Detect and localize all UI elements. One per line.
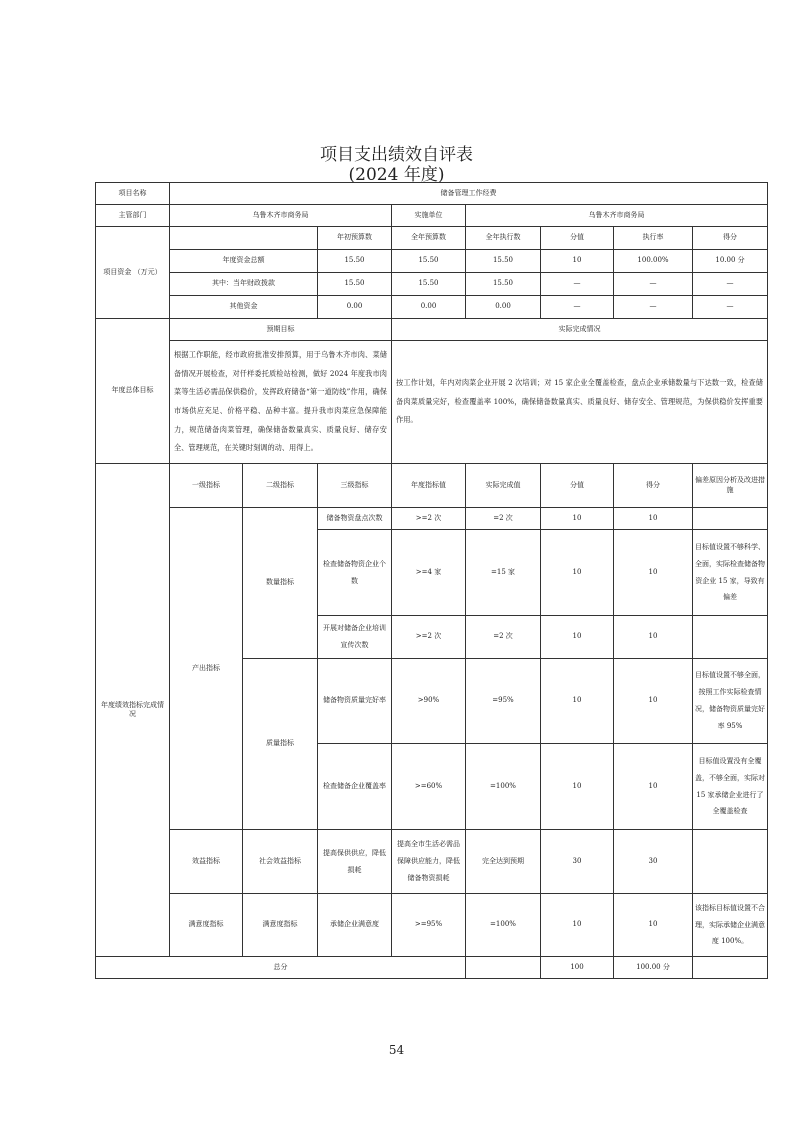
indicator-target: >=4 家 — [392, 530, 466, 616]
funds-cell: — — [541, 296, 614, 319]
indicator-l3: 提高保供供应，降低损耗 — [318, 830, 392, 894]
funds-header: 分值 — [541, 227, 614, 250]
indicator-actual: =15 家 — [466, 530, 541, 616]
indicator-header: 实际完成值 — [466, 464, 541, 508]
indicator-got: 10 — [614, 508, 693, 530]
indicator-score: 30 — [541, 830, 614, 894]
level2-quantity: 数量指标 — [243, 508, 318, 659]
indicator-l3: 检查储备物资企业个数 — [318, 530, 392, 616]
indicator-score: 10 — [541, 508, 614, 530]
indicator-header: 一级指标 — [170, 464, 243, 508]
level1-output: 产出指标 — [170, 508, 243, 830]
indicator-l3: 检查储备企业覆盖率 — [318, 744, 392, 830]
funds-cell: — — [541, 273, 614, 296]
funds-header: 得分 — [693, 227, 768, 250]
expected-goal-header: 预期目标 — [170, 319, 392, 341]
indicator-header: 分值 — [541, 464, 614, 508]
funds-row-label: 年度资金总额 — [170, 250, 318, 273]
indicator-actual: =100% — [466, 744, 541, 830]
indicator-l3: 开展对储备企业培训宣传次数 — [318, 616, 392, 659]
indicator-actual: 完全达到预期 — [466, 830, 541, 894]
funds-cell: 10.00 分 — [693, 250, 768, 273]
indicator-l3: 储备物资质量完好率 — [318, 659, 392, 744]
expected-goal-text: 根据工作职能，经市政府批准安排预算，用于乌鲁木齐市肉、菜储备情况开展检查，对仟样委托质检站检测，做好 2024 年度我市肉菜等生活必需品保供稳价，发挥政府储备“第一道防线”作用，确保市场供应充足、价格平稳、品种丰富。提升我市肉菜应急保障能力，规范储备肉菜管理，确保储备数量真实、质量良好、储存安全、管理规范，在关键时刻调的动、用得上。 — [170, 341, 392, 464]
total-note-blank — [693, 957, 768, 979]
indicator-note: 目标值设置不够全面，按照工作实际检查情况，储备物资质量完好率 95% — [693, 659, 768, 744]
indicator-header: 年度指标值 — [392, 464, 466, 508]
funds-cell: 100.00% — [614, 250, 693, 273]
indicator-score: 10 — [541, 894, 614, 957]
indicator-note: 目标值设置不够科学、全面，实际检查储备物资企业 15 家，导致有偏差 — [693, 530, 768, 616]
project-name: 储备管理工作经费 — [170, 183, 768, 205]
indicator-note — [693, 830, 768, 894]
funds-header-blank — [170, 227, 318, 250]
page-number: 54 — [388, 1043, 405, 1057]
funds-cell: — — [693, 296, 768, 319]
funds-cell: 15.50 — [392, 250, 466, 273]
indicator-got: 10 — [614, 894, 693, 957]
indicator-note: 目标值设置没有全覆盖，不够全面，实际对 15 家承储企业进行了全覆盖检查 — [693, 744, 768, 830]
page-subtitle: (2024 年度) — [348, 165, 445, 185]
indicator-note — [693, 508, 768, 530]
indicator-note: 该指标目标值设置不合理，实际承储企业满意度 100%。 — [693, 894, 768, 957]
total-label: 总分 — [96, 957, 466, 979]
indicator-score: 10 — [541, 530, 614, 616]
indicator-got: 10 — [614, 744, 693, 830]
level2-quality: 质量指标 — [243, 659, 318, 830]
project-name-label: 项目名称 — [96, 183, 170, 205]
funds-header: 年初预算数 — [318, 227, 392, 250]
funds-label: 项目资金 （万元） — [96, 227, 170, 319]
indicator-target: >=2 次 — [392, 616, 466, 659]
funds-cell: — — [693, 273, 768, 296]
self-evaluation-table — [95, 182, 768, 979]
indicator-score: 10 — [541, 659, 614, 744]
indicator-got: 10 — [614, 659, 693, 744]
indicator-got: 10 — [614, 530, 693, 616]
funds-row-label: 其他资金 — [170, 296, 318, 319]
indicator-actual: =2 次 — [466, 616, 541, 659]
indicator-header: 三级指标 — [318, 464, 392, 508]
funds-header: 全年预算数 — [392, 227, 466, 250]
dept-value: 乌鲁木齐市商务局 — [170, 205, 392, 227]
goals-label: 年度总体目标 — [96, 319, 170, 464]
funds-header: 执行率 — [614, 227, 693, 250]
indicator-got: 10 — [614, 616, 693, 659]
indicator-l3: 承储企业满意度 — [318, 894, 392, 957]
funds-row-label: 其中：当年财政拨款 — [170, 273, 318, 296]
funds-cell: 0.00 — [318, 296, 392, 319]
indicator-actual: =95% — [466, 659, 541, 744]
funds-cell: 10 — [541, 250, 614, 273]
actual-result-text: 按工作计划，年内对肉菜企业开展 2 次培训；对 15 家企业全覆盖检查，盘点企业承储数量与下达数一致，检查储备肉菜质量完好，检查覆盖率 100%，确保储备数量真实、质量良好、储存安全、管理规范，为保供稳价发挥重要作用。 — [392, 341, 768, 464]
indicator-actual: =100% — [466, 894, 541, 957]
funds-cell: 15.50 — [392, 273, 466, 296]
total-blank — [466, 957, 541, 979]
funds-cell: — — [614, 296, 693, 319]
impl-label: 实施单位 — [392, 205, 466, 227]
page-title: 项目支出绩效自评表 — [320, 145, 473, 165]
funds-cell: 15.50 — [466, 250, 541, 273]
funds-cell: 0.00 — [392, 296, 466, 319]
funds-cell: 15.50 — [318, 250, 392, 273]
funds-cell: — — [614, 273, 693, 296]
total-got: 100.00 分 — [614, 957, 693, 979]
indicator-target: >90% — [392, 659, 466, 744]
level2-satisfaction: 满意度指标 — [243, 894, 318, 957]
indicator-header: 二级指标 — [243, 464, 318, 508]
funds-cell: 0.00 — [466, 296, 541, 319]
indicator-score: 10 — [541, 616, 614, 659]
actual-result-header: 实际完成情况 — [392, 319, 768, 341]
indicator-target: >=2 次 — [392, 508, 466, 530]
funds-header: 全年执行数 — [466, 227, 541, 250]
indicator-target: >=60% — [392, 744, 466, 830]
indicator-target: 提高全市生活必需品保障供应能力，降低储备物资损耗 — [392, 830, 466, 894]
indicator-note — [693, 616, 768, 659]
indicator-got: 30 — [614, 830, 693, 894]
indicator-score: 10 — [541, 744, 614, 830]
indicators-label: 年度绩效指标完成情况 — [96, 464, 170, 957]
funds-cell: 15.50 — [466, 273, 541, 296]
level1-satisfaction: 满意度指标 — [170, 894, 243, 957]
impl-value: 乌鲁木齐市商务局 — [466, 205, 768, 227]
indicator-actual: =2 次 — [466, 508, 541, 530]
level2-social-benefit: 社会效益指标 — [243, 830, 318, 894]
dept-label: 主管部门 — [96, 205, 170, 227]
total-score: 100 — [541, 957, 614, 979]
indicator-target: >=95% — [392, 894, 466, 957]
indicator-header: 得分 — [614, 464, 693, 508]
funds-cell: 15.50 — [318, 273, 392, 296]
level1-benefit: 效益指标 — [170, 830, 243, 894]
indicator-l3: 储备物资盘点次数 — [318, 508, 392, 530]
indicator-header: 偏差原因分析及改进措施 — [693, 464, 768, 508]
